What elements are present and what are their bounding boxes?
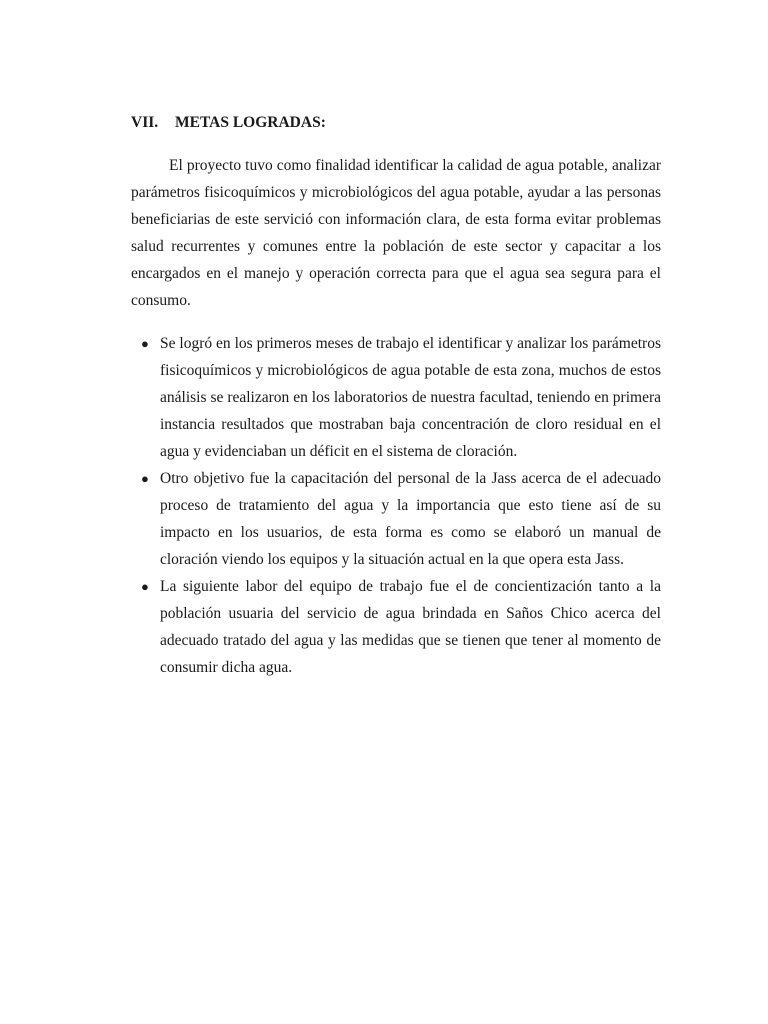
section-title: METAS LOGRADAS: <box>175 114 326 131</box>
intro-paragraph: El proyecto tuvo como finalidad identificar la calidad de agua potable, analizar parámetros fisicoquímicos y microbiológicos del agua potable, ayudar a las personas beneficiarias de este servició con información clara, de esta forma evitar problemas salud recurrentes y comunes entre la población de este sector y capacitar a los encargados en el manejo y operación correcta para que el agua sea segura para el consumo. <box>131 157 661 309</box>
section-number: VII. <box>131 114 159 131</box>
bullet-icon: ● <box>141 579 149 594</box>
list-item <box>131 573 661 681</box>
goal-text: Otro objetivo fue la capacitación del personal de la Jass acerca de el adecuado proceso de tratamiento del agua y la importancia que esto tiene así de su impacto en los usuarios, de esta forma es como se elaboró un manual de cloración viendo los equipos y la situación actual en la que opera esta Jass. <box>160 470 661 568</box>
section-heading <box>131 114 326 132</box>
list-item <box>131 330 661 465</box>
list-item <box>131 465 661 573</box>
bullet-icon: ● <box>141 471 149 486</box>
goal-text: Se logró en los primeros meses de trabajo el identificar y analizar los parámetros fisicoquímicos y microbiológicos de agua potable de esta zona, muchos de estos análisis se realizaron en los laboratorios de nuestra facultad, teniendo en primera instancia resultados que mostraban baja concentración de cloro residual en el agua y evidenciaban un déficit en el sistema de cloración. <box>160 335 661 460</box>
goals-list <box>131 330 661 681</box>
bullet-icon: ● <box>141 336 149 351</box>
goal-text: La siguiente labor del equipo de trabajo fue el de concientización tanto a la población usuaria del servicio de agua brindada en Saños Chico acerca del adecuado tratado del agua y las medidas que se tienen que tener al momento de consumir dicha agua. <box>160 578 661 676</box>
